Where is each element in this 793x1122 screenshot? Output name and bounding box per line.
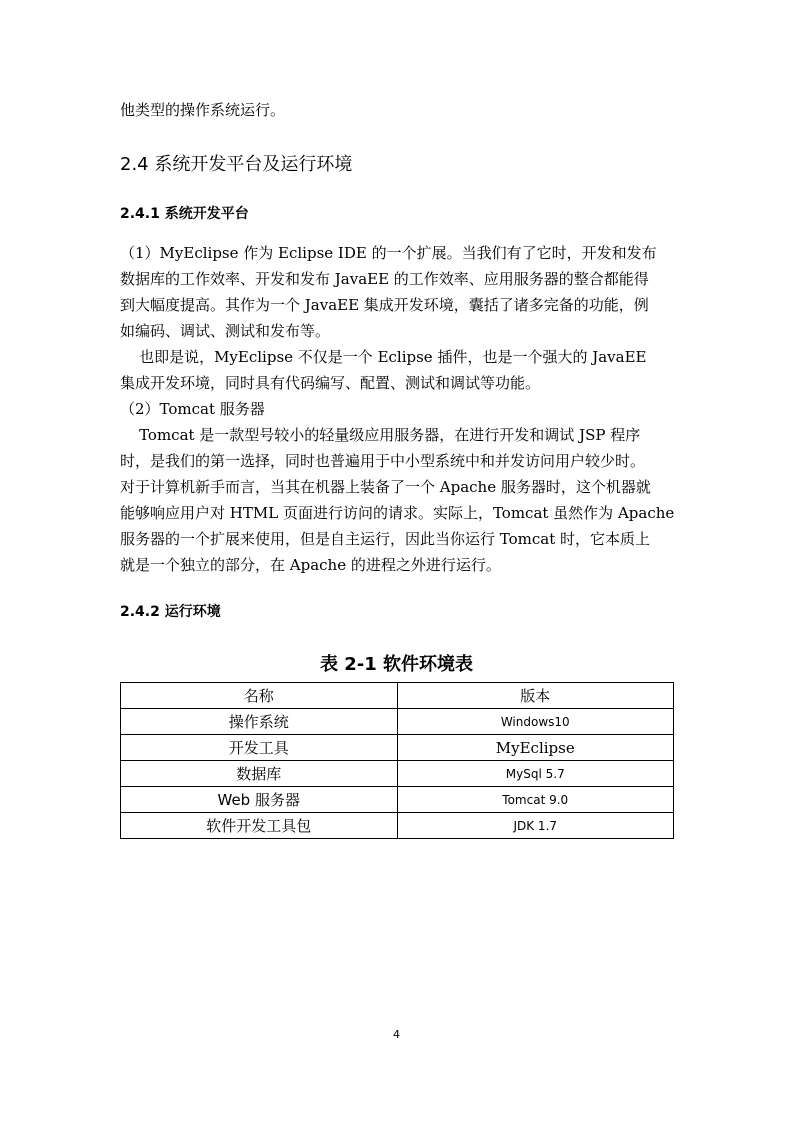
table-row xyxy=(121,787,674,813)
paragraph-myeclipse-summary xyxy=(120,344,673,396)
header-cell-name: 名称 xyxy=(121,683,398,709)
section-heading: 2.4 系统开发平台及运行环境 xyxy=(120,154,353,175)
text-line: 如编码、调试、测试和发布等。 xyxy=(120,322,331,340)
cell-version: JDK 1.7 xyxy=(397,813,674,839)
table-row xyxy=(121,813,674,839)
cell-name: Web 服务器 xyxy=(121,787,398,813)
table-row xyxy=(121,735,674,761)
table-row xyxy=(121,761,674,787)
paragraph-tomcat xyxy=(120,422,673,578)
item-tomcat-title: （2）Tomcat 服务器 xyxy=(120,400,265,418)
cell-version: MySql 5.7 xyxy=(397,761,674,787)
cell-name: 数据库 xyxy=(121,761,398,787)
intro-line: 他类型的操作系统运行。 xyxy=(120,101,286,119)
text-line: 就是一个独立的部分，在 Apache 的进程之外进行运行。 xyxy=(120,556,501,574)
table-caption: 表 2-1 软件环境表 xyxy=(319,654,474,675)
cell-version: Tomcat 9.0 xyxy=(397,787,674,813)
text-line: Tomcat 是一款型号较小的轻量级应用服务器，在进行开发和调试 JSP 程序 xyxy=(120,426,641,444)
cell-version: Windows10 xyxy=(397,709,674,735)
text-line: 数据库的工作效率、开发和发布 JavaEE 的工作效率、应用服务器的整合都能得 xyxy=(120,270,649,288)
subsection-heading-platform: 2.4.1 系统开发平台 xyxy=(120,206,249,222)
text-line: （1）MyEclipse 作为 Eclipse IDE 的一个扩展。当我们有了它时，开发和发布 xyxy=(120,244,657,262)
table-header-row xyxy=(121,683,674,709)
software-environment-table xyxy=(120,682,674,839)
cell-name: 软件开发工具包 xyxy=(121,813,398,839)
cell-name: 开发工具 xyxy=(121,735,398,761)
page-number: 4 xyxy=(393,1028,400,1041)
cell-version: MyEclipse xyxy=(397,735,674,761)
text-line: 集成开发环境，同时具有代码编写、配置、测试和调试等功能。 xyxy=(120,374,541,392)
subsection-heading-environment: 2.4.2 运行环境 xyxy=(120,604,221,620)
text-line: 服务器的一个扩展来使用，但是自主运行，因此当你运行 Tomcat 时，它本质上 xyxy=(120,530,651,548)
paragraph-myeclipse xyxy=(120,240,673,344)
table-row xyxy=(121,709,674,735)
cell-name: 操作系统 xyxy=(121,709,398,735)
text-line: 到大幅度提高。其作为一个 JavaEE 集成开发环境，囊括了诸多完备的功能，例 xyxy=(120,296,649,314)
text-line: 时，是我们的第一选择，同时也普遍用于中小型系统中和并发访问用户较少时。 xyxy=(120,452,646,470)
text-line: 也即是说，MyEclipse 不仅是一个 Eclipse 插件，也是一个强大的 JavaEE xyxy=(120,348,647,366)
text-line: 能够响应用户对 HTML 页面进行访问的请求。实际上，Tomcat 虽然作为 Apache xyxy=(120,504,675,522)
text-line: 对于计算机新手而言，当其在机器上装备了一个 Apache 服务器时，这个机器就 xyxy=(120,478,651,496)
header-cell-version: 版本 xyxy=(397,683,674,709)
